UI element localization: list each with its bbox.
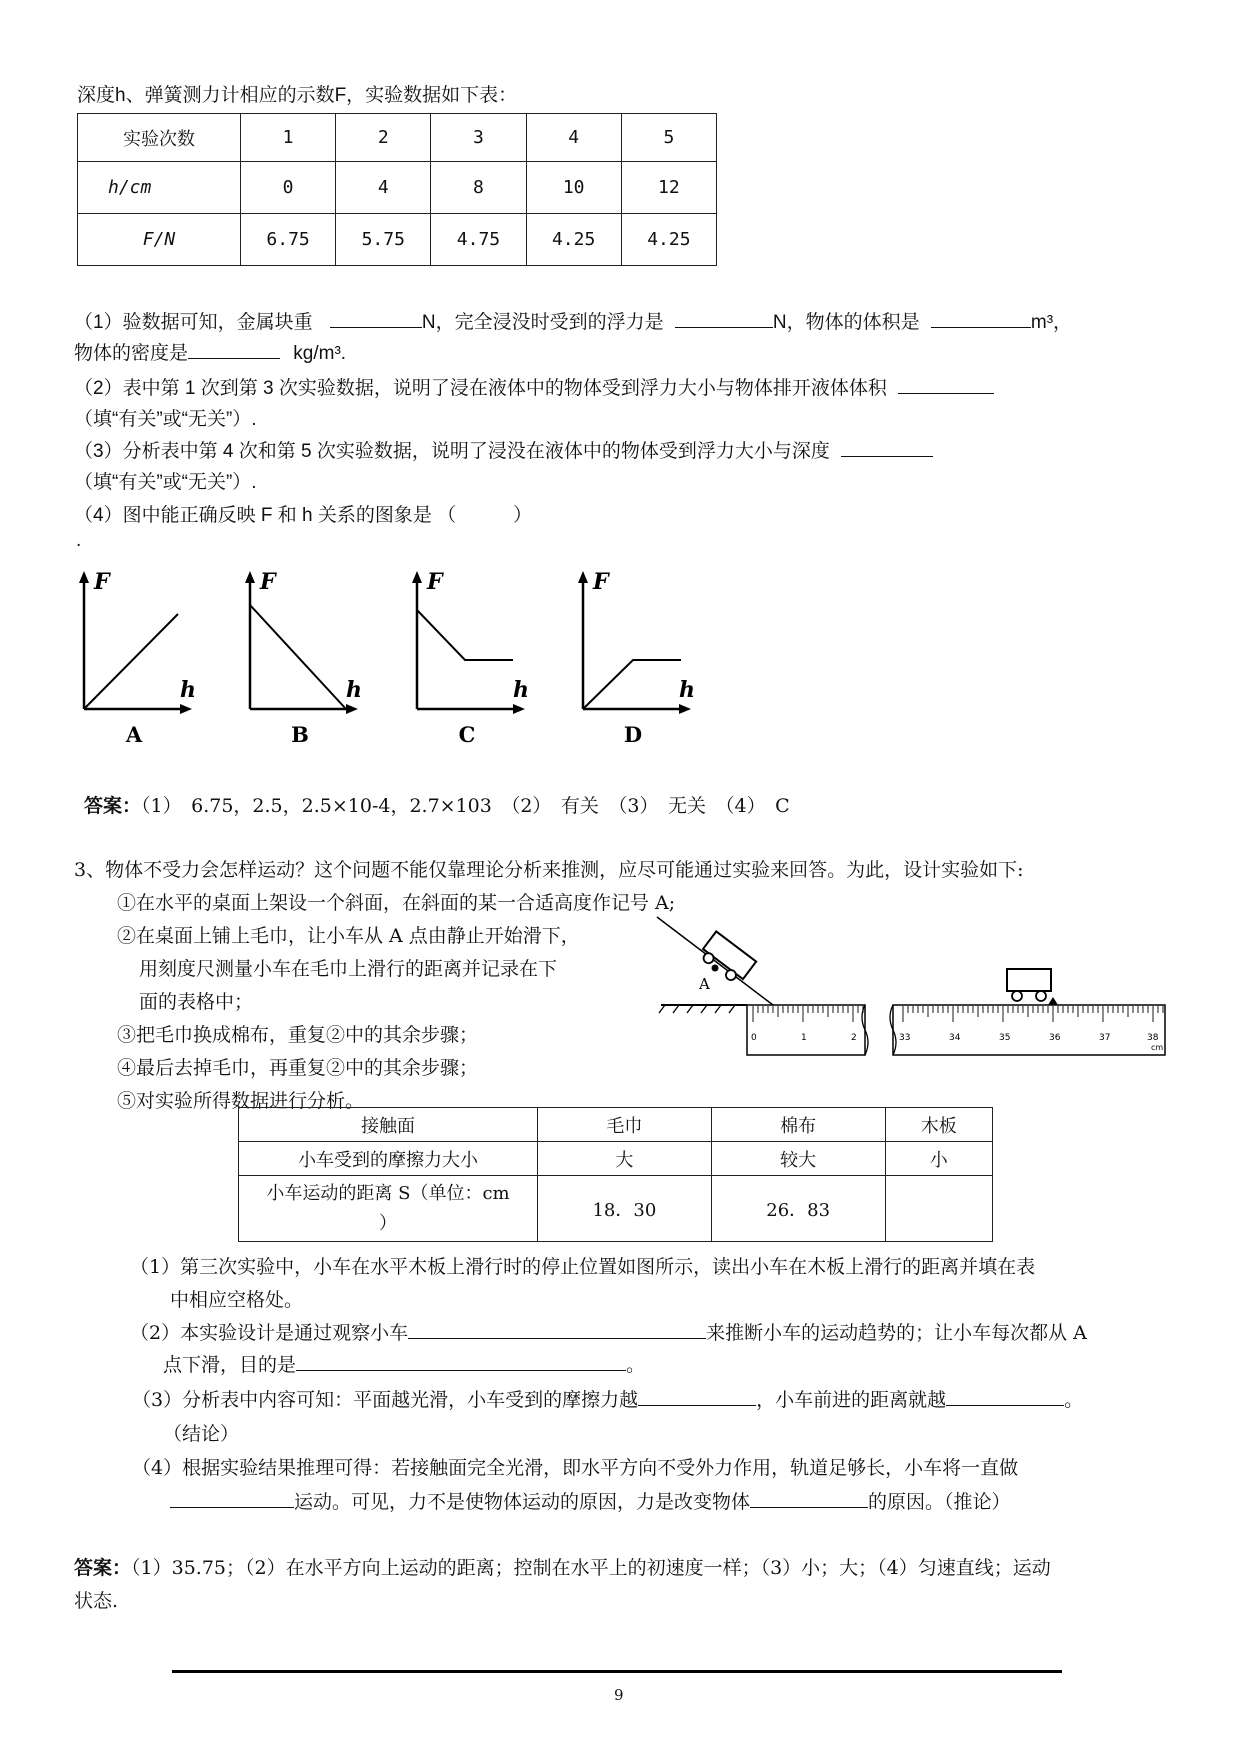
table-cell: 26．83	[711, 1176, 885, 1242]
question-1-line-2	[74, 338, 346, 365]
graph-c	[405, 567, 529, 747]
q2-text-b: 来推断小车的运动趋势的；让小车每次都从 A	[706, 1322, 1087, 1344]
graph-label: C	[458, 722, 476, 747]
q3-text-c: 。	[1064, 1389, 1084, 1411]
table-cell: 0	[241, 162, 336, 214]
p3-q2-line-2	[163, 1350, 645, 1377]
answer-blank	[330, 309, 422, 328]
answer-blank	[675, 309, 773, 328]
q1-text-e: 物体的密度是	[74, 343, 189, 364]
row-label: 小车受到的摩擦力大小	[239, 1142, 538, 1176]
point-a-marker	[712, 965, 719, 972]
step-line: 面的表格中；	[139, 991, 254, 1013]
table-row	[239, 1142, 993, 1176]
q1-text-b: N，完全浸没时受到的浮力是	[421, 312, 664, 333]
answer-2-line-1	[74, 1553, 1051, 1580]
y-axis-label: F	[427, 569, 443, 595]
graph-label: A	[125, 722, 143, 747]
step-line: 用刻度尺测量小车在毛巾上滑行的距离并记录在下	[139, 958, 558, 980]
answer-blank	[170, 1489, 294, 1508]
table-cell: 4	[526, 114, 621, 162]
intro-line: 深度h、弹簧测力计相应的示数F，实验数据如下表：	[77, 85, 518, 106]
ruler-left	[747, 1005, 865, 1055]
table-cell: 6.75	[241, 214, 336, 266]
table-row	[78, 162, 717, 214]
y-axis-label: F	[260, 569, 276, 595]
p3-q3-line-1	[132, 1385, 1083, 1412]
answer-blank	[931, 309, 1031, 328]
x-axis-label: h	[346, 677, 362, 703]
table-row	[78, 114, 717, 162]
tick-label: 0	[751, 1033, 757, 1043]
tick-label: 2	[851, 1033, 857, 1043]
header-cell: 接触面	[239, 1108, 538, 1142]
step-line: ②在桌面上铺上毛巾，让小车从 A 点由静止开始滑下，	[117, 925, 580, 947]
p3-q1-line-1: （1）第三次实验中，小车在水平木板上滑行时的停止位置如图所示，读出小车在木板上滑行的距离并填在表	[130, 1256, 1036, 1278]
x-axis-label: h	[180, 677, 196, 703]
table-cell: 12	[621, 162, 716, 214]
q1-text-f: kg/m³.	[293, 343, 347, 364]
q1-text-a: （1）验数据可知，金属块重	[74, 312, 313, 333]
p3-q4-line-1: （4）根据实验结果推理可得：若接触面完全光滑，即水平方向不受外力作用，轨道足够长，小车将一直做	[132, 1457, 1019, 1479]
q4-text-c: 的原因。（推论）	[868, 1491, 1011, 1513]
unit-label: cm	[1151, 1043, 1164, 1052]
answer-label: 答案：	[84, 796, 142, 817]
header-cell: 木板	[885, 1108, 992, 1142]
tick-label: 37	[1099, 1033, 1111, 1043]
answer-2-line-2: 状态.	[74, 1590, 119, 1612]
answer-label: 答案：	[74, 1558, 132, 1579]
table-cell: 4.75	[431, 214, 526, 266]
y-axis-label: F	[593, 569, 609, 595]
step-line: ③把毛巾换成棉布，重复②中的其余步骤；	[117, 1024, 479, 1046]
header-cell: 毛巾	[538, 1108, 712, 1142]
page-number: 9	[614, 1686, 624, 1704]
tick-label: 1	[801, 1033, 807, 1043]
table-row	[78, 214, 717, 266]
row-label: h/cm	[78, 162, 241, 214]
stray-dot: .	[76, 530, 82, 551]
p3-q2-line-1	[130, 1318, 1087, 1345]
tick-label: 36	[1049, 1033, 1061, 1043]
question-1-line-1	[74, 307, 1072, 334]
graph-a	[72, 567, 196, 747]
table-cell: 5	[621, 114, 716, 162]
table-cell: 1	[241, 114, 336, 162]
table-cell: 18．30	[538, 1176, 712, 1242]
table-cell: 5.75	[336, 214, 431, 266]
question-2-line-2: （填“有关”或“无关”）.	[74, 409, 257, 430]
table-cell: 4	[336, 162, 431, 214]
table-header-row	[239, 1108, 993, 1142]
q1-text-c: N，物体的体积是	[772, 312, 920, 333]
tick-label: 38	[1147, 1033, 1159, 1043]
table-cell-empty	[885, 1176, 992, 1242]
ruler-right	[893, 1005, 1165, 1055]
graph-label: B	[291, 722, 309, 747]
row-label: F/N	[78, 214, 241, 266]
table-cell: 2	[336, 114, 431, 162]
tick-label: 35	[999, 1033, 1011, 1043]
answer-blank	[296, 1352, 626, 1371]
question-3-line-1	[74, 436, 933, 463]
problem-3-intro: 3、物体不受力会怎样运动？这个问题不能仅靠理论分析来推测，应尽可能通过实验来回答。为此，设计实验如下:	[74, 859, 1024, 881]
answer-blank	[841, 438, 933, 457]
row-label: 实验次数	[78, 114, 241, 162]
row-label-line: ）	[379, 1212, 397, 1234]
question-3-line-2: （填“有关”或“无关”）.	[74, 472, 257, 493]
table-cell: 4.25	[526, 214, 621, 266]
q2-text-c: 点下滑，目的是	[163, 1354, 297, 1376]
answer-blank	[898, 375, 994, 394]
cart-on-ruler	[1007, 969, 1058, 1005]
friction-distance-table	[238, 1107, 993, 1242]
x-axis-label: h	[679, 677, 695, 703]
tick-label: 34	[949, 1033, 961, 1043]
step-line: ⑤对实验所得数据进行分析。	[117, 1090, 365, 1112]
tick-label: 33	[899, 1033, 911, 1043]
p3-q3-line-2: （结论）	[163, 1423, 240, 1445]
table-cell: 小	[885, 1142, 992, 1176]
incline-ruler-figure	[655, 915, 1175, 1065]
q4-text-b: 运动。可见，力不是使物体运动的原因，力是改变物体	[294, 1491, 751, 1513]
q2-text: （2）表中第 1 次到第 3 次实验数据，说明了浸在液体中的物体受到浮力大小与物体排开液体体积	[74, 378, 887, 399]
y-axis-label: F	[94, 569, 110, 595]
answer-blank	[408, 1320, 706, 1339]
answer-blank	[638, 1387, 756, 1406]
q1-text-d: m³，	[1030, 312, 1073, 333]
table-cell: 3	[431, 114, 526, 162]
footer-rule	[172, 1670, 1062, 1673]
answer-1	[84, 791, 790, 818]
p3-q1-line-2: 中相应空格处。	[170, 1289, 304, 1311]
table-row	[239, 1176, 993, 1242]
table-cell: 大	[538, 1142, 712, 1176]
answer-text: （1）35.75；（2）在水平方向上运动的距离；控制在水平上的初速度一样；（3）小；大；（4）匀速直线；运动	[131, 1557, 1051, 1579]
q2-text-d: 。	[626, 1354, 646, 1376]
table-cell: 10	[526, 162, 621, 214]
header-cell: 棉布	[711, 1108, 885, 1142]
x-axis-label: h	[513, 677, 529, 703]
answer-blank	[750, 1489, 868, 1508]
graph-d	[571, 567, 695, 747]
p3-q4-line-2	[170, 1487, 1011, 1514]
question-2-line-1	[74, 373, 994, 400]
step-line: ①在水平的桌面上架设一个斜面，在斜面的某一合适高度作记号 A;	[117, 892, 676, 914]
row-label	[239, 1176, 538, 1242]
experiment-data-table	[77, 113, 717, 266]
answer-blank	[188, 340, 280, 359]
table-cell: 4.25	[621, 214, 716, 266]
q3-text: （3）分析表中第 4 次和第 5 次实验数据，说明了浸没在液体中的物体受到浮力大小与深度	[74, 441, 830, 462]
q3-text-a: （3）分析表中内容可知：平面越光滑，小车受到的摩擦力越	[132, 1389, 639, 1411]
graph-label: D	[623, 722, 643, 747]
table-cell: 8	[431, 162, 526, 214]
point-a-label: A	[699, 975, 710, 993]
row-label-line: 小车运动的距离 S（单位：cm	[266, 1182, 510, 1204]
answer-text: （1） 6.75，2.5，2.5×10-4，2.7×103 （2） 有关 （3） 无关 （4） C	[141, 795, 790, 817]
table-cell: 较大	[711, 1142, 885, 1176]
graph-b	[238, 567, 362, 747]
q2-text-a: （2）本实验设计是通过观察小车	[130, 1322, 409, 1344]
answer-blank	[946, 1387, 1064, 1406]
step-line: ④最后去掉毛巾，再重复②中的其余步骤；	[117, 1057, 479, 1079]
question-4-line-1: （4）图中能正确反映 F 和 h 关系的图象是 （ ）	[74, 505, 533, 526]
q3-text-b: ，小车前进的距离就越	[756, 1389, 947, 1411]
